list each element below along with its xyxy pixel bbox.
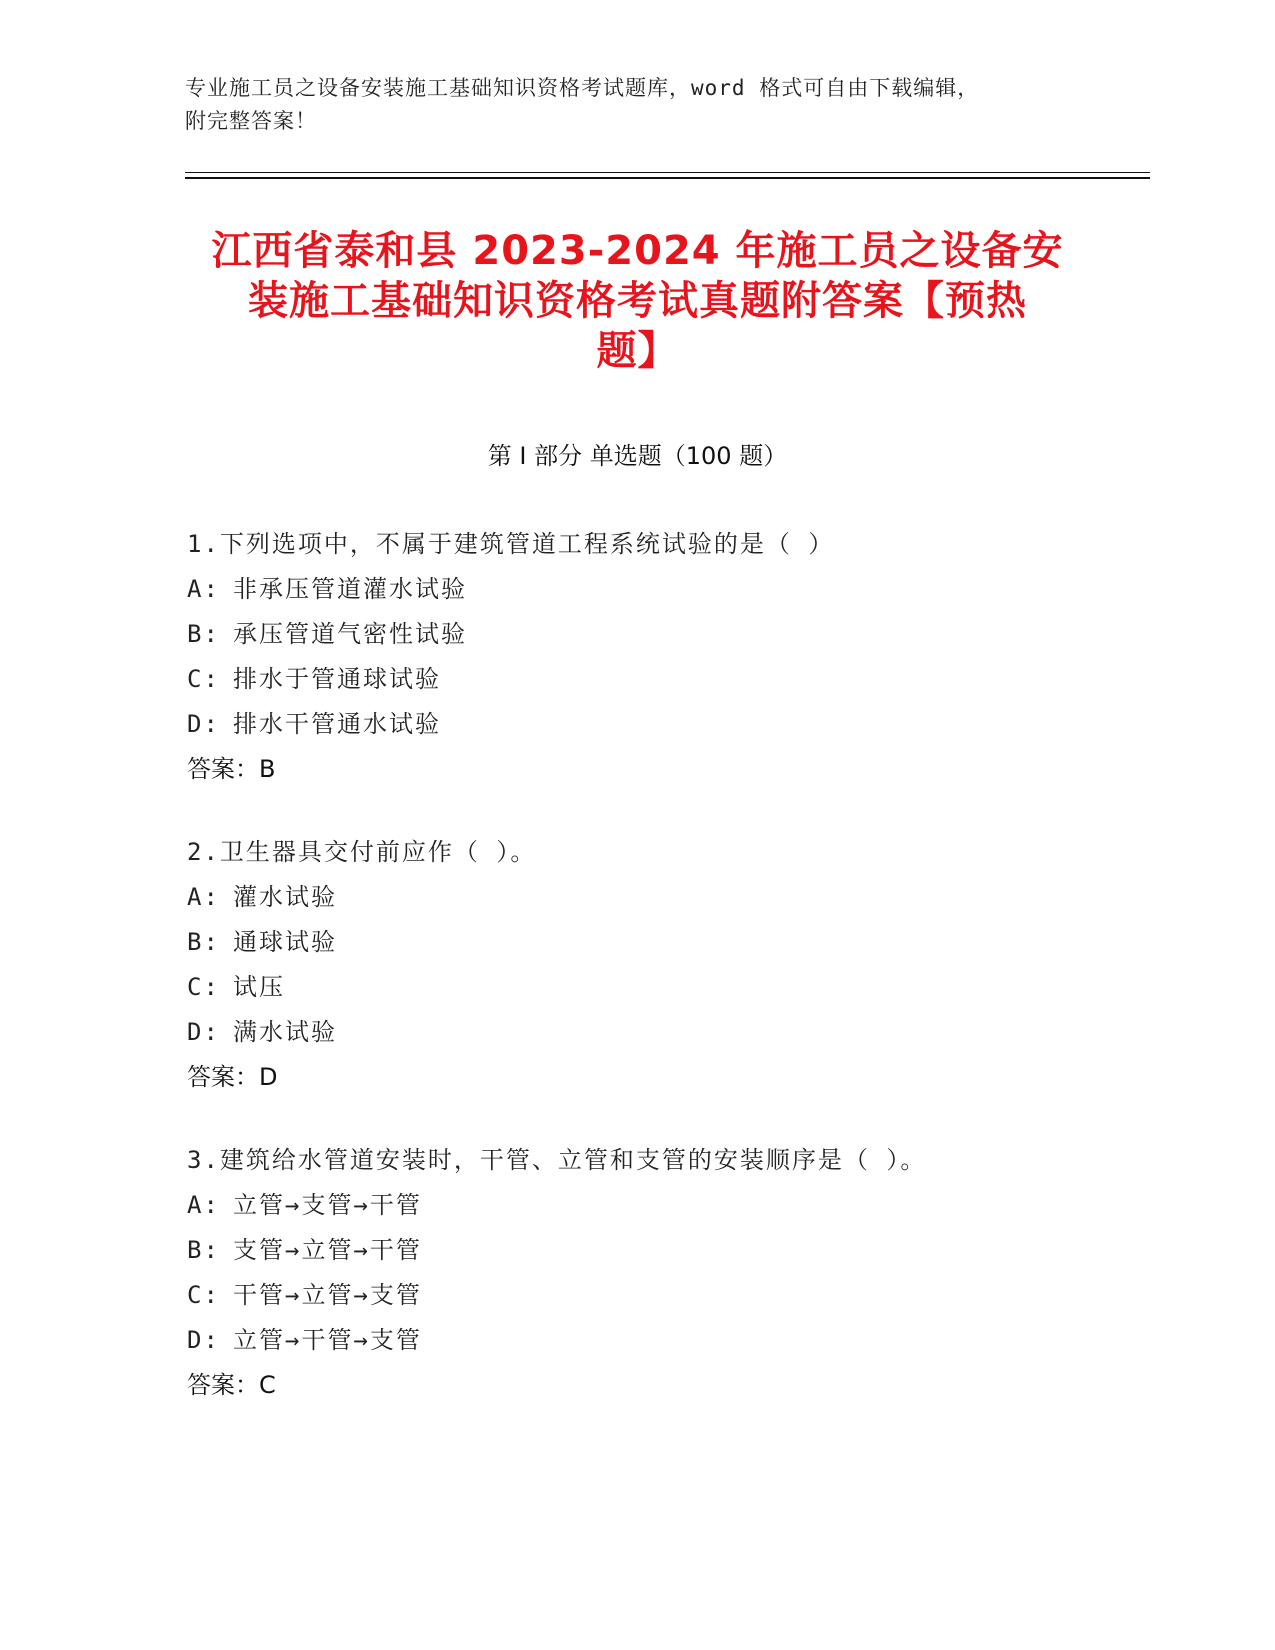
header-divider-bottom bbox=[185, 177, 1150, 179]
option-text: 满水试验 bbox=[233, 1018, 337, 1046]
option-letter: A: bbox=[187, 1191, 220, 1219]
header-note-line-1: 专业施工员之设备安装施工基础知识资格考试题库，word 格式可自由下载编辑， bbox=[185, 76, 980, 100]
header-note-line-2: 附完整答案！ bbox=[185, 109, 317, 133]
question-stem: 3.建筑给水管道安装时，干管、立管和支管的安装顺序是（ ）。 bbox=[187, 1146, 927, 1174]
question-option-a bbox=[187, 567, 1147, 612]
question-option-a bbox=[187, 875, 1147, 920]
question-2 bbox=[187, 830, 1147, 1100]
option-letter: D: bbox=[187, 1018, 220, 1046]
question-stem: 2.卫生器具交付前应作（ ）。 bbox=[187, 838, 537, 866]
option-text: 立管→干管→支管 bbox=[233, 1326, 422, 1354]
header-divider-top bbox=[185, 172, 1150, 173]
question-option-d bbox=[187, 1318, 1147, 1363]
option-letter: A: bbox=[187, 575, 220, 603]
document-title-line-2: 装施工基础知识资格考试真题附答案【预热 bbox=[248, 278, 1027, 324]
question-answer: 答案：B bbox=[187, 755, 276, 783]
option-text: 承压管道气密性试验 bbox=[233, 620, 467, 648]
option-text: 排水于管通球试验 bbox=[233, 665, 441, 693]
question-option-c bbox=[187, 1273, 1147, 1318]
option-letter: C: bbox=[187, 665, 220, 693]
option-text: 试压 bbox=[233, 973, 285, 1001]
document-title-line-3: 题】 bbox=[596, 328, 679, 374]
question-option-b bbox=[187, 1228, 1147, 1273]
option-letter: B: bbox=[187, 1236, 220, 1264]
option-text: 立管→支管→干管 bbox=[233, 1191, 422, 1219]
option-letter: D: bbox=[187, 1326, 220, 1354]
option-letter: B: bbox=[187, 928, 220, 956]
question-option-c bbox=[187, 965, 1147, 1010]
option-text: 灌水试验 bbox=[233, 883, 337, 911]
question-1 bbox=[187, 522, 1147, 792]
document-title-line-1: 江西省泰和县 2023-2024 年施工员之设备安 bbox=[211, 228, 1064, 274]
question-option-c bbox=[187, 657, 1147, 702]
question-answer: 答案：D bbox=[187, 1063, 278, 1091]
header-note bbox=[185, 72, 1085, 138]
option-letter: A: bbox=[187, 883, 220, 911]
question-option-d bbox=[187, 1010, 1147, 1055]
option-text: 排水干管通水试验 bbox=[233, 710, 441, 738]
question-option-b bbox=[187, 612, 1147, 657]
question-3 bbox=[187, 1138, 1147, 1408]
section-heading: 第 I 部分 单选题（100 题） bbox=[487, 442, 788, 470]
question-option-d bbox=[187, 702, 1147, 747]
option-text: 通球试验 bbox=[233, 928, 337, 956]
option-text: 干管→立管→支管 bbox=[233, 1281, 422, 1309]
option-letter: D: bbox=[187, 710, 220, 738]
question-answer: 答案：C bbox=[187, 1371, 276, 1399]
document-title bbox=[175, 226, 1100, 376]
option-letter: C: bbox=[187, 1281, 220, 1309]
option-text: 非承压管道灌水试验 bbox=[233, 575, 467, 603]
option-text: 支管→立管→干管 bbox=[233, 1236, 422, 1264]
question-option-a bbox=[187, 1183, 1147, 1228]
question-stem: 1.下列选项中，不属于建筑管道工程系统试验的是（ ） bbox=[187, 530, 835, 558]
question-option-b bbox=[187, 920, 1147, 965]
option-letter: C: bbox=[187, 973, 220, 1001]
option-letter: B: bbox=[187, 620, 220, 648]
